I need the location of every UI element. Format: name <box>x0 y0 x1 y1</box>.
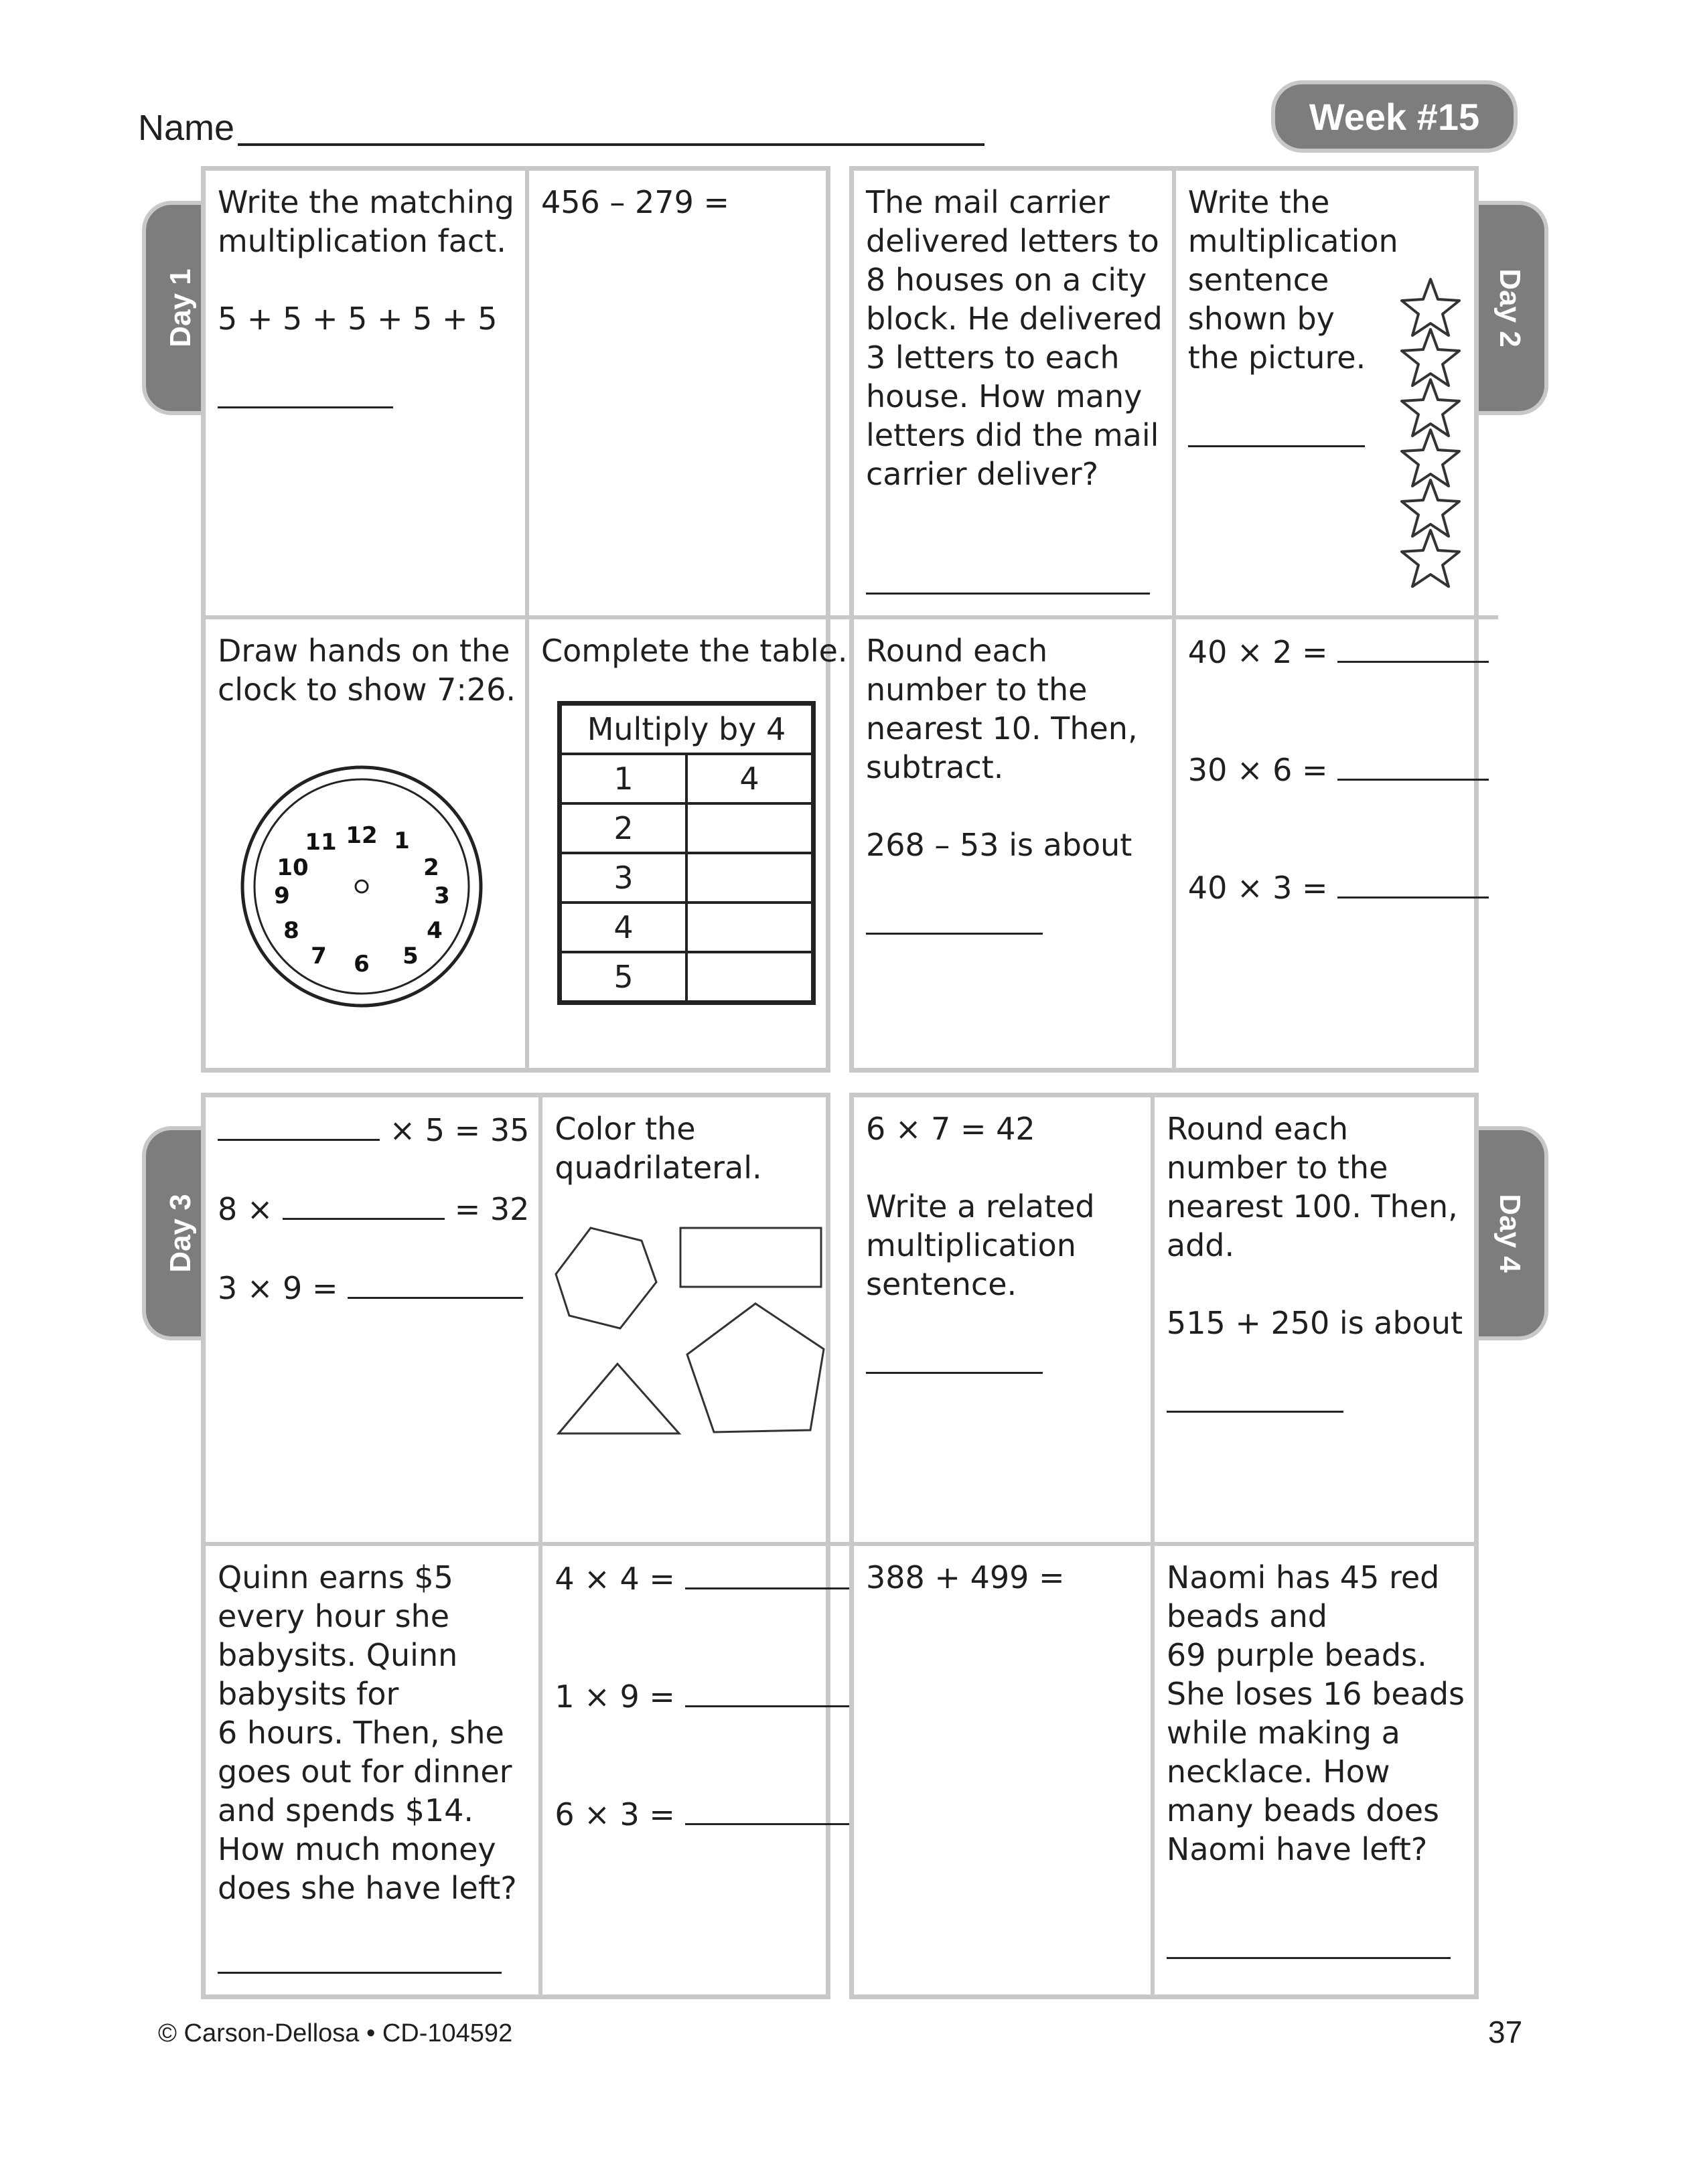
clock-number-12: 12 <box>346 822 378 849</box>
table-row <box>560 803 814 853</box>
day3-q3-line: 6 hours. Then, she <box>218 1715 504 1751</box>
day2-q3-line: nearest 10. Then, <box>866 710 1138 747</box>
day1-q3-line1: Draw hands on the <box>218 633 510 669</box>
table-cell-answer[interactable] <box>686 952 814 1003</box>
day2-q1-line: 8 houses on a city <box>866 262 1147 298</box>
day4-q2-expr: 515 + 250 is about <box>1166 1305 1463 1341</box>
day2-q1-line: letters did the mail <box>866 417 1159 453</box>
day2-q1-line: block. He delivered <box>866 301 1163 337</box>
name-label: Name <box>138 108 235 148</box>
day3-q2 <box>542 1097 869 1546</box>
star-icon <box>1402 279 1459 335</box>
day4-q1-fact: 6 × 7 = 42 <box>866 1111 1035 1147</box>
clock-number-4: 4 <box>427 917 443 944</box>
day2-q1-line: 3 letters to each <box>866 339 1120 376</box>
day2-tab-label: Day 2 <box>1493 268 1526 347</box>
day3-q1-expr: = 32 <box>454 1191 530 1227</box>
day4-q1-line: sentence. <box>866 1266 1017 1302</box>
day2-q3-expr: 268 – 53 is about <box>866 827 1132 863</box>
clock-number-10: 10 <box>277 854 309 881</box>
day1-panel <box>201 166 848 1073</box>
day3-q4 <box>542 1546 869 1995</box>
day1-q4-line1: Complete the table. <box>541 633 848 669</box>
day1-q1 <box>206 171 529 619</box>
day3-q1-row <box>218 1267 529 1308</box>
day2-q4-expr: 30 × 6 = <box>1187 752 1328 788</box>
table-row <box>560 754 814 803</box>
footer-copyright: © Carson-Dellosa • CD-104592 <box>158 2019 513 2047</box>
day1-q2-expr: 456 – 279 = <box>541 184 730 220</box>
clock-number-3: 3 <box>434 882 450 909</box>
day2-q3 <box>854 619 1176 1068</box>
day4-q2-line: number to the <box>1166 1150 1388 1186</box>
day2-q2-line: multiplication <box>1187 223 1398 259</box>
day1-q4 <box>529 619 857 1068</box>
shapes-figure <box>556 1225 837 1452</box>
table-cell-n: 2 <box>560 803 687 853</box>
table-row <box>560 952 814 1003</box>
star-icon <box>1402 530 1459 587</box>
day3-q4-row <box>555 1676 860 1716</box>
day3-q3-line: How much money <box>218 1831 496 1867</box>
day4-tab <box>1475 1126 1548 1340</box>
day3-q4-expr: 4 × 4 = <box>555 1561 675 1597</box>
clock-number-11: 11 <box>305 829 337 856</box>
day2-q3-answer-blank[interactable] <box>866 903 1043 935</box>
day3-q3-line: babysits for <box>218 1676 399 1712</box>
day1-tab-label: Day 1 <box>164 268 197 347</box>
clock-number-9: 9 <box>274 882 290 909</box>
day3-q3-line: every hour she <box>218 1598 449 1634</box>
day4-q2-answer-blank[interactable] <box>1167 1381 1343 1413</box>
day4-q1-answer-blank[interactable] <box>866 1342 1043 1374</box>
day3-q1-row <box>218 1188 529 1229</box>
day4-q4-line: while making a <box>1166 1715 1400 1751</box>
day3-q3 <box>206 1546 542 1995</box>
day3-q4-row <box>555 1794 860 1834</box>
day4-panel <box>849 1093 1479 1999</box>
day4-q4-answer-blank[interactable] <box>1167 1928 1451 1959</box>
table-row <box>560 853 814 903</box>
day3-q3-line: does she have left? <box>218 1870 517 1906</box>
star-icon <box>1402 380 1459 436</box>
day2-q2-line: the picture. <box>1187 339 1366 376</box>
day2-q2-line: shown by <box>1187 301 1335 337</box>
day3-q4-answer-blank[interactable] <box>685 1558 861 1589</box>
day4-q4-line: Naomi has 45 red <box>1166 1559 1440 1595</box>
day2-q3-line: Round each <box>866 633 1048 669</box>
day2-q4-row <box>1188 749 1489 789</box>
day2-q4-answer-blank[interactable] <box>1337 631 1489 663</box>
day4-q4-line: She loses 16 beads <box>1166 1676 1465 1712</box>
table-row <box>560 903 814 952</box>
day2-q1 <box>854 171 1176 619</box>
day3-q1-row <box>218 1109 529 1150</box>
triangle-shape[interactable] <box>559 1364 679 1433</box>
day3-q3-line: and spends $14. <box>218 1792 473 1828</box>
clock-number-1: 1 <box>394 828 410 854</box>
table-cell-n: 1 <box>560 754 687 803</box>
star-icon <box>1402 329 1459 386</box>
day2-q2 <box>1176 171 1498 619</box>
day1-q1-answer-blank[interactable] <box>218 377 393 408</box>
day2-q4-answer-blank[interactable] <box>1337 749 1489 781</box>
day2-q4-expr: 40 × 2 = <box>1187 634 1328 670</box>
day3-q4-expr: 6 × 3 = <box>555 1796 675 1832</box>
clock-number-6: 6 <box>354 951 370 978</box>
page-number: 37 <box>1488 2015 1523 2049</box>
table-cell-answer[interactable] <box>686 903 814 952</box>
day4-q2-line: add. <box>1166 1227 1235 1263</box>
day2-q1-line: carrier deliver? <box>866 456 1099 492</box>
day4-q4-line: necklace. How <box>1166 1753 1390 1790</box>
star-icon <box>1402 480 1459 536</box>
multiply-table <box>557 701 816 1005</box>
day3-q2-line2: quadrilateral. <box>555 1150 762 1186</box>
day3-q1-expr: × 5 = 35 <box>389 1112 530 1148</box>
table-cell-answer[interactable] <box>686 853 814 903</box>
day1-q1-expr: 5 + 5 + 5 + 5 + 5 <box>218 301 498 337</box>
day2-q1-line: The mail carrier <box>866 184 1110 220</box>
day2-q1-answer-blank[interactable] <box>866 563 1150 595</box>
star-icon <box>1402 430 1459 486</box>
day4-q2 <box>1155 1097 1474 1546</box>
day2-q2-answer-blank[interactable] <box>1188 416 1365 447</box>
day2-q1-line: house. How many <box>866 378 1143 414</box>
table-cell-n: 4 <box>560 903 687 952</box>
star-picture <box>1397 277 1464 591</box>
day4-q4-line: 69 purple beads. <box>1166 1637 1427 1673</box>
day4-q1-line: Write a related <box>866 1188 1095 1225</box>
day3-q3-line: babysits. Quinn <box>218 1637 458 1673</box>
day4-q1 <box>854 1097 1155 1546</box>
table-cell-n: 5 <box>560 952 687 1003</box>
day3-q3-line: goes out for dinner <box>218 1753 512 1790</box>
day3-q1-expr: 8 × <box>218 1191 273 1227</box>
day3-q1-expr: 3 × 9 = <box>218 1270 338 1306</box>
day1-q2 <box>529 171 857 619</box>
day4-q4-line: Naomi have left? <box>1166 1831 1428 1867</box>
rectangle-shape[interactable] <box>680 1228 821 1287</box>
day2-q4 <box>1176 619 1498 1068</box>
day3-q4-row <box>555 1558 860 1598</box>
table-cell-answer: 4 <box>686 754 814 803</box>
day4-q1-line: multiplication <box>866 1227 1076 1263</box>
day2-q2-line: Write the <box>1187 184 1330 220</box>
day3-q1-answer-blank[interactable] <box>348 1267 523 1299</box>
day1-q3 <box>206 619 529 1068</box>
day4-q4 <box>1155 1546 1474 1995</box>
week-badge: Week #15 <box>1271 80 1518 153</box>
day3-q1-answer-blank[interactable] <box>283 1188 445 1220</box>
day3-q3-line: Quinn earns $5 <box>218 1559 453 1595</box>
day2-q4-answer-blank[interactable] <box>1337 867 1489 899</box>
clock-number-2: 2 <box>423 854 439 881</box>
clock-face[interactable] <box>238 763 486 1010</box>
day2-q3-line: subtract. <box>866 749 1004 785</box>
day3-q3-answer-blank[interactable] <box>218 1942 502 1974</box>
day4-q4-line: many beads does <box>1166 1792 1440 1828</box>
day4-q4-line: beads and <box>1166 1598 1327 1634</box>
day1-q1-line2: multiplication fact. <box>218 223 506 259</box>
day3-panel <box>201 1093 830 1999</box>
day3-q2-line1: Color the <box>555 1111 696 1147</box>
hexagon-shape[interactable] <box>556 1228 656 1328</box>
clock-number-8: 8 <box>283 917 299 944</box>
day4-tab-label: Day 4 <box>1493 1194 1526 1273</box>
day3-q4-answer-blank[interactable] <box>685 1794 861 1825</box>
day3-q4-expr: 1 × 9 = <box>555 1679 675 1715</box>
clock-number-7: 7 <box>311 943 327 969</box>
day3-q1-answer-blank[interactable] <box>218 1109 380 1141</box>
day3-tab-label: Day 3 <box>164 1194 197 1273</box>
day4-q3-expr: 388 + 499 = <box>866 1559 1065 1595</box>
day2-q4-expr: 40 × 3 = <box>1187 870 1328 906</box>
day1-q3-line2: clock to show 7:26. <box>218 672 516 708</box>
day2-q4-row <box>1188 867 1489 907</box>
day2-q3-line: number to the <box>866 672 1088 708</box>
clock-number-5: 5 <box>403 943 419 969</box>
pentagon-shape[interactable] <box>687 1304 824 1432</box>
day3-q4-answer-blank[interactable] <box>685 1676 861 1707</box>
day2-q2-line: sentence <box>1187 262 1329 298</box>
name-answer-line[interactable] <box>238 143 984 146</box>
day1-q1-line1: Write the matching <box>218 184 514 220</box>
day2-panel <box>849 166 1479 1073</box>
day3-q1 <box>206 1097 542 1546</box>
day4-q3 <box>854 1546 1155 1995</box>
table-cell-answer[interactable] <box>686 803 814 853</box>
day4-q2-line: nearest 100. Then, <box>1166 1188 1458 1225</box>
table-header: Multiply by 4 <box>560 704 814 755</box>
day2-q1-line: delivered letters to <box>866 223 1159 259</box>
day4-q2-line: Round each <box>1166 1111 1349 1147</box>
day2-q4-row <box>1188 631 1489 672</box>
table-cell-n: 3 <box>560 853 687 903</box>
